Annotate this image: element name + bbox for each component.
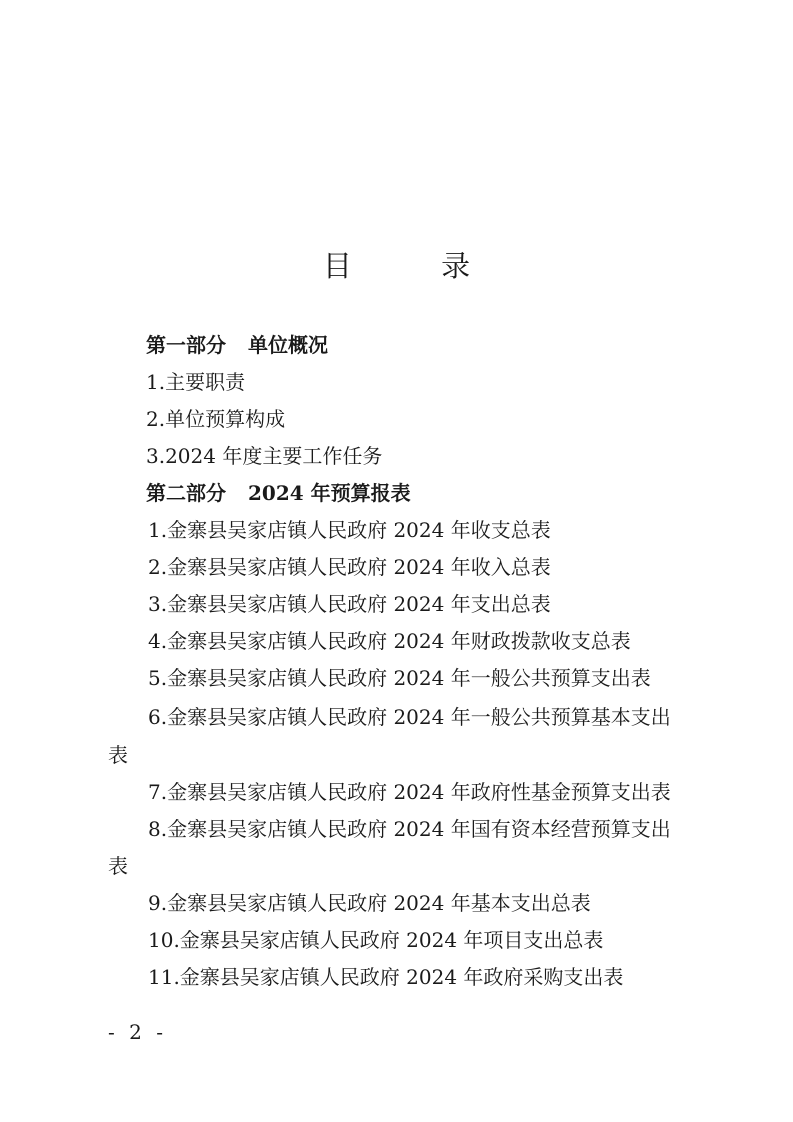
part-2-name: 2024 年预算报表	[248, 481, 411, 505]
toc-entry: 5.金寨县吴家店镇人民政府 2024 年一般公共预算支出表	[148, 666, 651, 690]
toc-entry-continuation: 表	[108, 743, 128, 767]
page-number: - 2 -	[108, 1020, 167, 1044]
toc-entry: 3.金寨县吴家店镇人民政府 2024 年支出总表	[148, 592, 551, 616]
part-1-heading	[146, 331, 328, 359]
toc-entry: 3.2024 年度主要工作任务	[146, 444, 383, 468]
toc-entry: 1.金寨县吴家店镇人民政府 2024 年收支总表	[148, 518, 551, 542]
toc-entry: 4.金寨县吴家店镇人民政府 2024 年财政拨款收支总表	[148, 629, 631, 653]
toc-entry: 11.金寨县吴家店镇人民政府 2024 年政府采购支出表	[148, 965, 624, 989]
toc-entry: 1.主要职责	[146, 370, 246, 394]
part-1-label: 第一部分	[146, 333, 226, 357]
toc-entry: 8.金寨县吴家店镇人民政府 2024 年国有资本经营预算支出	[148, 817, 671, 841]
toc-entry: 7.金寨县吴家店镇人民政府 2024 年政府性基金预算支出表	[148, 780, 671, 804]
toc-entry: 2.金寨县吴家店镇人民政府 2024 年收入总表	[148, 555, 551, 579]
part-1-name: 单位概况	[248, 333, 328, 357]
part-2-label: 第二部分	[146, 481, 226, 505]
toc-entry-continuation: 表	[108, 854, 128, 878]
toc-entry: 10.金寨县吴家店镇人民政府 2024 年项目支出总表	[148, 928, 604, 952]
part-2-heading	[146, 479, 411, 507]
toc-entry: 6.金寨县吴家店镇人民政府 2024 年一般公共预算基本支出	[148, 705, 671, 729]
toc-title: 目 录	[322, 249, 511, 283]
toc-entry: 2.单位预算构成	[146, 407, 286, 431]
toc-entry: 9.金寨县吴家店镇人民政府 2024 年基本支出总表	[148, 891, 591, 915]
